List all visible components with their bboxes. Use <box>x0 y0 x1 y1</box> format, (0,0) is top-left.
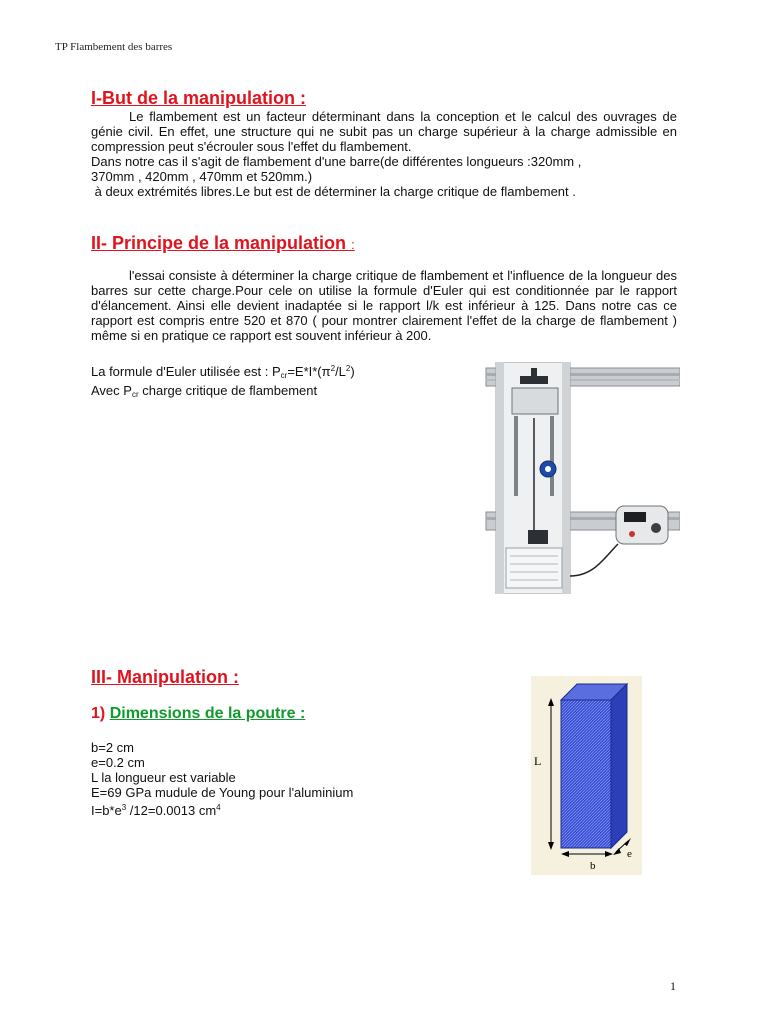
property-line: L la longueur est variable <box>91 770 236 785</box>
apparatus-illustration <box>484 362 680 594</box>
inertia-mid: /12=0.0013 cm <box>126 803 217 818</box>
avec-prefix: Avec P <box>91 383 132 398</box>
formula-sub: cr <box>280 371 288 380</box>
section2-formula-block <box>91 361 461 402</box>
avec-line <box>91 383 461 402</box>
property-line: e=0.2 cm <box>91 755 145 770</box>
section3-title: III- Manipulation : <box>91 667 239 687</box>
beam-front-face <box>561 700 611 848</box>
section2-paragraph1: l'essai consiste à déterminer la charge critique de flambement et l'influence de la longueur des barres sur cette charge.Pour cele on utilise la formule d'Euler qui est conditionnée par le rapport d'élancement. Ainsi elle devient inadaptée si le rapport l/k est inférieur à 125. Dans notre cas ce rapport est compris entre 520 et 870 ( pour montrer clairement l'effet de la charge de flambement ) même si en pratique ce rapport est souvent inférieur à 200. <box>91 268 677 343</box>
beam-properties <box>91 740 491 818</box>
formula-mid2: /L <box>335 364 346 379</box>
label-e: e <box>627 848 632 860</box>
section1-paragraph1: Le flambement est un facteur déterminant dans la conception et le calcul des ouvrages de génie civil. En effet, une structure qui ne subit pas un charge supérieur à la charge admissible en compression peut s'écrouler sous l'effet du flambement. <box>91 109 677 154</box>
label-b: b <box>590 860 596 872</box>
section3-heading <box>91 667 239 688</box>
beam-diagram <box>531 676 642 875</box>
inertia-line <box>91 800 491 818</box>
section1-paragraph2-line3: à deux extrémités libres.Le but est de déterminer la charge critique de flambement . <box>91 184 576 199</box>
inertia-prefix: I=b*e <box>91 803 122 818</box>
section1-paragraph2-line1: Dans notre cas il s'agit de flambement d'une barre(de différentes longueurs :320mm , <box>91 154 582 169</box>
apparatus-photo <box>484 362 680 594</box>
section2-heading <box>91 233 355 254</box>
euler-formula-line <box>91 361 461 383</box>
section1-paragraph2-line2: 370mm , 420mm , 470mm et 520mm.) <box>91 169 313 184</box>
property-line: b=2 cm <box>91 740 134 755</box>
inertia-sup2: 4 <box>216 803 221 812</box>
avec-sub: cr <box>131 390 139 399</box>
label-L: L <box>534 754 542 768</box>
subsection1-number: 1) <box>91 705 106 722</box>
page-number: 1 <box>670 979 676 993</box>
section2-title <box>91 233 355 254</box>
section1-heading <box>91 88 306 109</box>
formula-end: ) <box>350 364 355 379</box>
section1-title: I-But de la manipulation : <box>91 88 306 108</box>
inertia-sup: 3 <box>121 803 127 812</box>
section2-body <box>91 268 677 343</box>
formula-mid: =E*I*(π <box>287 364 331 379</box>
property-line: E=69 GPa mudule de Young pour l'aluminium <box>91 785 354 800</box>
running-header: TP Flambement des barres <box>55 41 173 53</box>
section3-subheading <box>91 705 305 723</box>
section2-title-text: II- Principe de la manipulation <box>91 233 347 253</box>
section2-title-colon: : <box>351 237 355 252</box>
subsection1-text: Dimensions de la poutre : <box>109 705 306 722</box>
section1-body <box>91 109 677 199</box>
subsection1-title <box>91 705 305 723</box>
avec-suffix: charge critique de flambement <box>138 383 318 398</box>
formula-sup1: 2 <box>330 364 336 373</box>
formula-sup2: 2 <box>345 364 351 373</box>
beam-figure <box>531 676 642 875</box>
beam-side-face <box>611 684 627 848</box>
formula-prefix: La formule d'Euler utilisée est : P <box>91 364 281 379</box>
